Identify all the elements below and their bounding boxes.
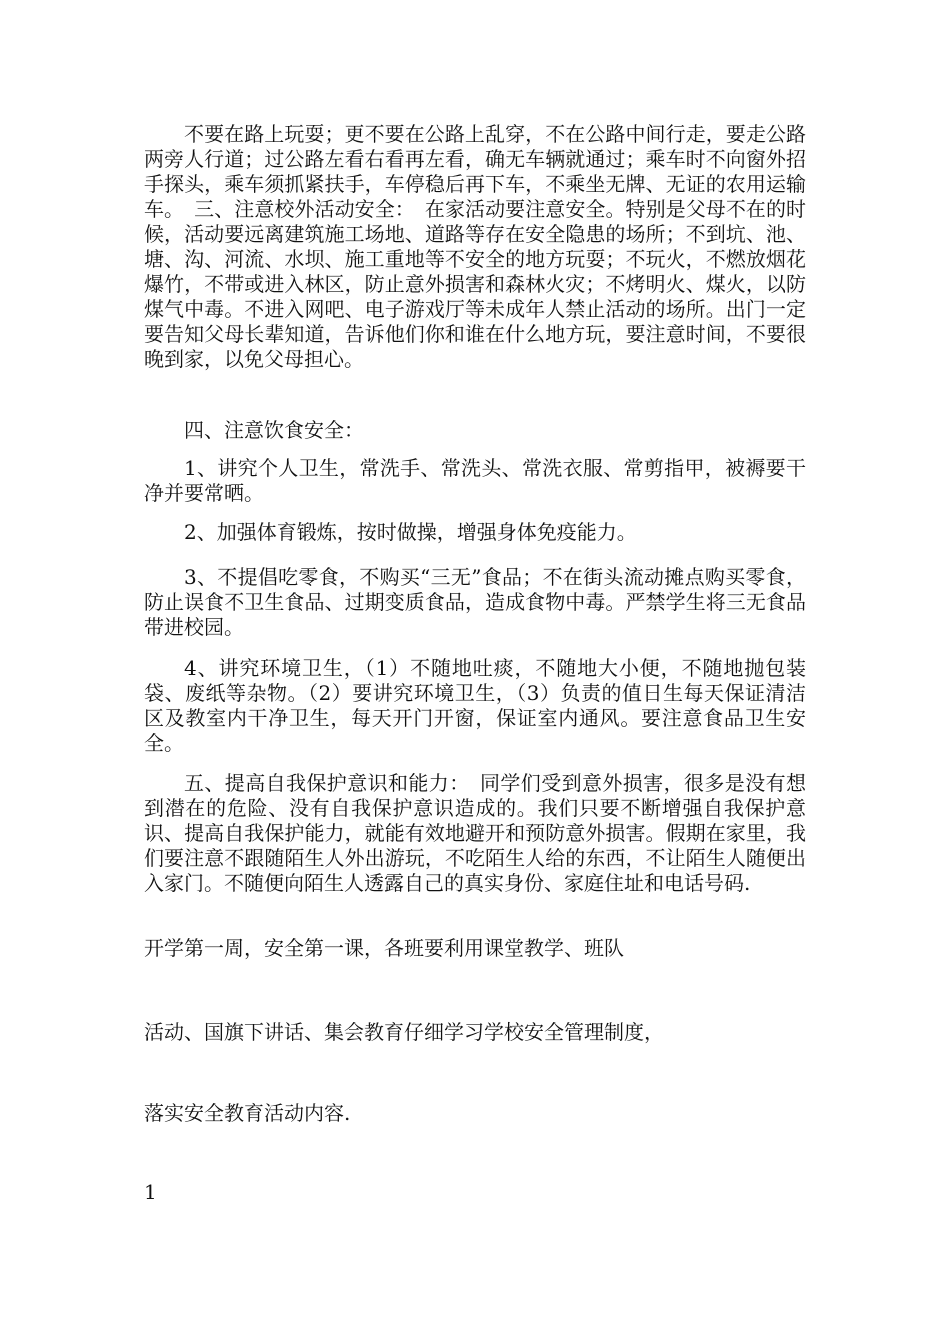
heading-food-safety: 四、注意饮食安全：	[184, 418, 364, 442]
paragraph-first-week-line-2: 活动、国旗下讲话、集会教育仔细学习学校安全管理制度，	[144, 1020, 664, 1044]
page-number: 1	[144, 1180, 157, 1204]
paragraph-first-week-line-3: 落实安全教育活动内容.	[144, 1101, 351, 1125]
paragraph-food-item-2: 2、加强体育锻炼，按时做操，增强身体免疫能力。	[184, 520, 637, 544]
paragraph-food-item-1: 1、讲究个人卫生，常洗手、常洗头、常洗衣服、常剪指甲，被褥要干净并要常晒。	[144, 456, 806, 505]
paragraph-traffic-and-outdoor-safety: 不要在路上玩耍；更不要在公路上乱穿，不在公路中间行走，要走公路两旁人行道；过公路左看右看再左看，确无车辆就通过；乘车时不向窗外招手探头，乘车须抓紧扶手，车停稳后再下车，不乘坐无牌、无证的农用运输车。 三、注意校外活动安全： 在家活动要注意安全。特别是父母不在的时候，活动要远离建筑施工场地、道路等存在安全隐患的场所；不到坑、池、塘、沟、河流、水坝、施工重地等不安全的地方玩耍；不玩火，不燃放烟花爆竹，不带或进入林区，防止意外损害和森林火灾；不烤明火、煤火，以防煤气中毒。不进入网吧、电子游戏厅等未成年人禁止活动的场所。出门一定要告知父母长辈知道，告诉他们你和谁在什么地方玩，要注意时间，不要很晚到家，以免父母担心。	[144, 122, 806, 371]
paragraph-food-item-4: 4、讲究环境卫生，（1）不随地吐痰，不随地大小便，不随地抛包装袋、废纸等杂物。（2）要讲究环境卫生，（3）负责的值日生每天保证清洁区及教室内干净卫生，每天开门开窗，保证室内通风。要注意食品卫生安全。	[144, 656, 806, 755]
paragraph-food-item-3: 3、不提倡吃零食，不购买“三无”食品；不在街头流动摊点购买零食，防止误食不卫生食品、过期变质食品，造成食物中毒。严禁学生将三无食品带进校园。	[144, 565, 806, 639]
paragraph-first-week-line-1: 开学第一周，安全第一课，各班要利用课堂教学、班队	[144, 936, 624, 960]
paragraph-self-protection: 五、提高自我保护意识和能力： 同学们受到意外损害，很多是没有想到潜在的危险、没有自我保护意识造成的。我们只要不断增强自我保护意识、提高自我保护能力，就能有效地避开和预防意外损害。假期在家里，我们要注意不跟随陌生人外出游玩，不吃陌生人给的东西，不让陌生人随便出入家门。不随便向陌生人透露自己的真实身份、家庭住址和电话号码.	[144, 771, 806, 895]
